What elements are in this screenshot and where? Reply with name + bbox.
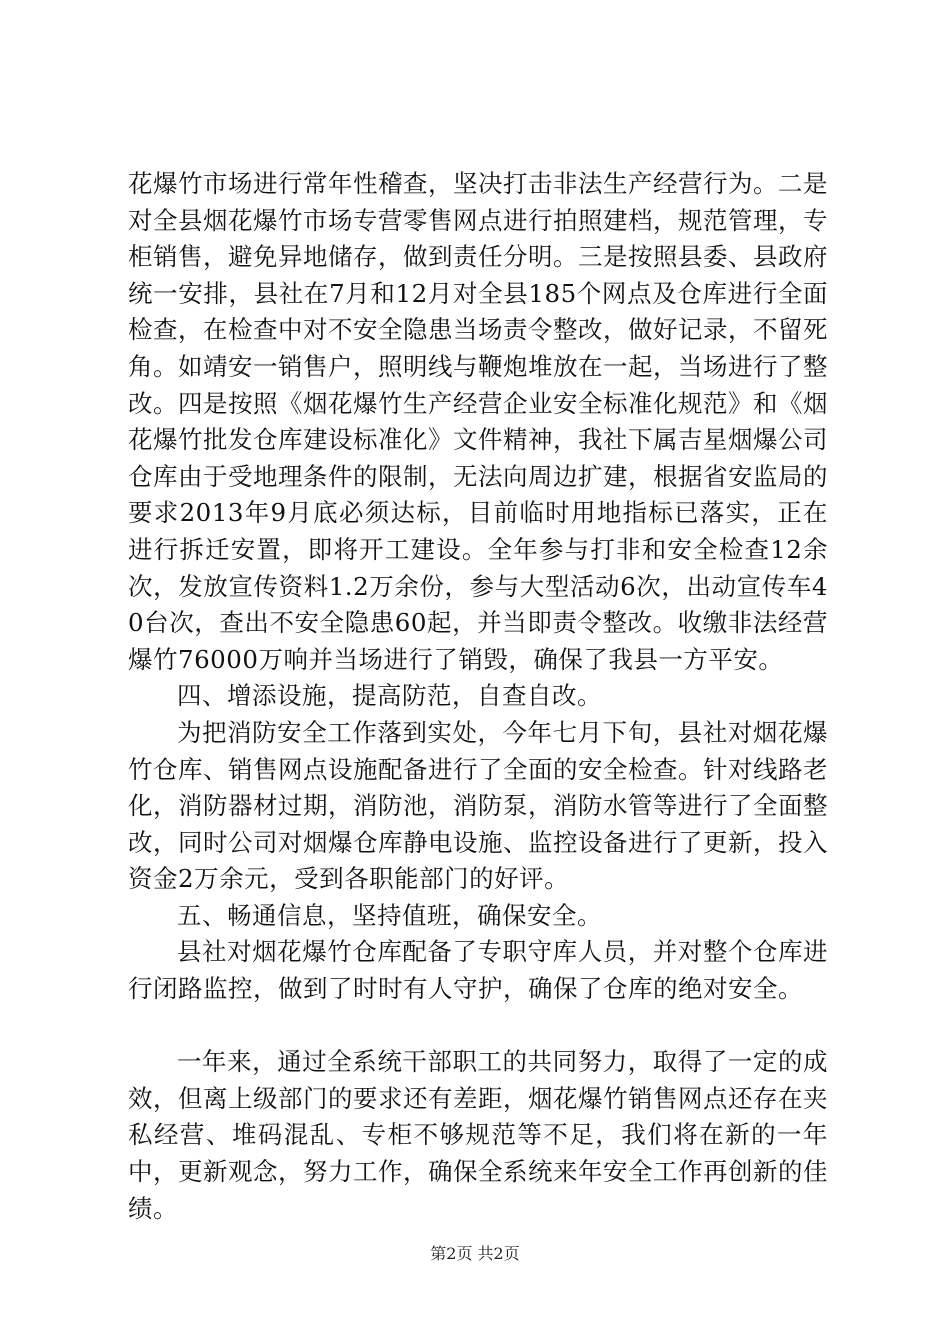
page-number-footer: 第2页 共2页 [430, 1244, 520, 1263]
section-heading-5: 五、畅通信息，坚持值班，确保安全。 [177, 900, 602, 930]
section-heading-4: 四、增添设施，提高防范，自查自改。 [177, 681, 602, 711]
paragraph-monitoring: 县社对烟花爆竹仓库配备了专职守库人员，并对整个仓库进行闭路监控，做到了时时有人守护，确保了仓库的绝对安全。 [128, 937, 828, 1004]
paragraph-conclusion: 一年来，通过全系统干部职工的共同努力，取得了一定的成效，但离上级部门的要求还有差距，烟花爆竹销售网点还存在夹私经营、堆码混乱、专柜不够规范等不足，我们将在新的一年中，更新观念，努力工作，确保全系统来年安全工作再创新的佳绩。 [128, 1047, 828, 1223]
document-body [128, 166, 828, 1227]
paragraph-continuation: 花爆竹市场进行常年性稽查，坚决打击非法生产经营行为。二是对全县烟花爆竹市场专营零售网点进行拍照建档，规范管理，专柜销售，避免异地储存，做到责任分明。三是按照县委、县政府统一安排，县社在7月和12月对全县185个网点及仓库进行全面检查，在检查中对不安全隐患当场责令整改，做好记录，不留死角。如靖安一销售户，照明线与鞭炮堆放在一起，当场进行了整改。四是按照《烟花爆竹生产经营企业安全标准化规范》和《烟花爆竹批发仓库建设标准化》文件精神，我社下属吉星烟爆公司仓库由于受地理条件的限制，无法向周边扩建，根据省安监局的要求2013年9月底必须达标，目前临时用地指标已落实，正在进行拆迁安置，即将开工建设。全年参与打非和安全检查12余次，发放宣传资料1.2万余份，参与大型活动6次，出动宣传车40台次，查出不安全隐患60起，并当即责令整改。收缴非法经营爆竹76000万响并当场进行了销毁，确保了我县一方平安。 [128, 169, 828, 674]
paragraph-facilities: 为把消防安全工作落到实处，今年七月下旬，县社对烟花爆竹仓库、销售网点设施配备进行了全面的安全检查。针对线路老化，消防器材过期，消防池，消防泵，消防水管等进行了全面整改，同时公司对烟爆仓库静电设施、监控设备进行了更新，投入资金2万余元，受到各职能部门的好评。 [128, 717, 828, 894]
